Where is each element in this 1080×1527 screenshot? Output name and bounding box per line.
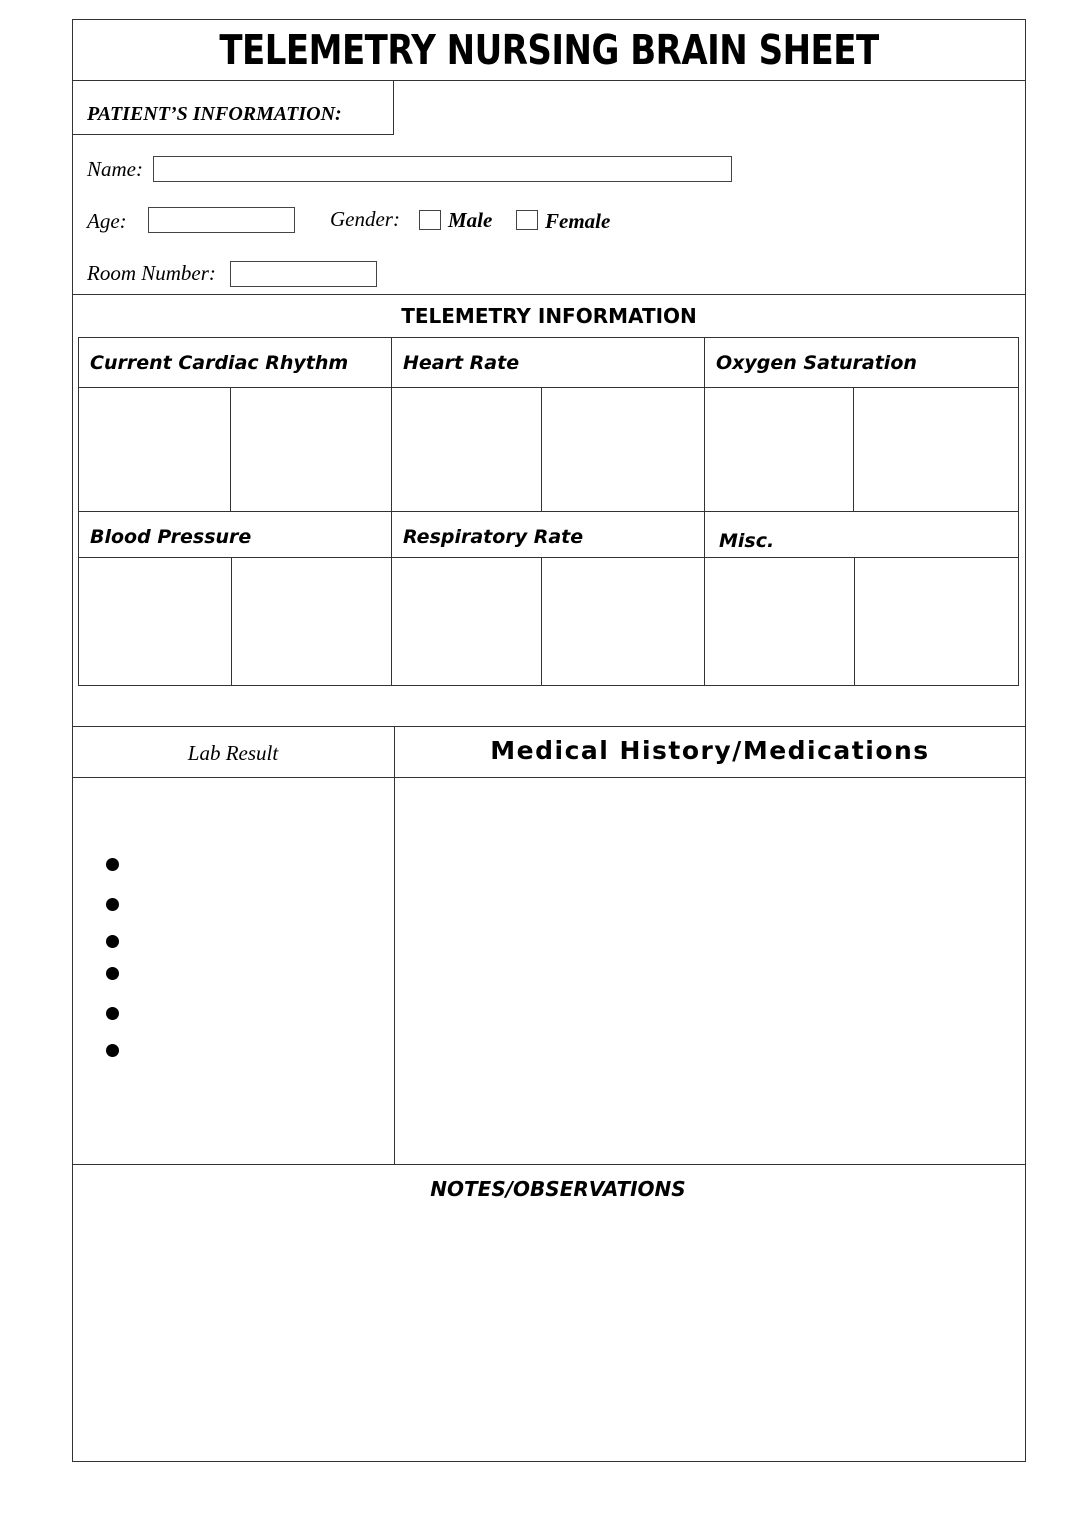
grid-subcol-line — [854, 557, 855, 686]
lab-bullet — [106, 898, 119, 911]
lab-bullet — [106, 1007, 119, 1020]
blood-pressure-label: Blood Pressure — [90, 526, 252, 548]
age-field[interactable] — [148, 207, 295, 233]
grid-row-line — [78, 387, 1019, 388]
current-cardiac-rhythm-label: Current Cardiac Rhythm — [90, 352, 349, 374]
medical-history-heading: Medical History/Medications — [490, 736, 930, 765]
grid-subcol-line — [231, 557, 232, 686]
patient-info-heading: PATIENT’S INFORMATION: — [87, 103, 342, 125]
sheet-title: TELEMETRY NURSING BRAIN SHEET — [219, 27, 879, 75]
female-checkbox[interactable] — [516, 210, 538, 230]
grid-subcol-line — [541, 557, 542, 686]
patient-section-divider — [72, 294, 1026, 295]
heart-rate-label: Heart Rate — [403, 352, 520, 374]
grid-row-line — [78, 511, 1019, 512]
lab-bullet — [106, 858, 119, 871]
oxygen-saturation-label: Oxygen Saturation — [716, 352, 917, 374]
female-label: Female — [545, 209, 611, 233]
grid-row-line — [78, 557, 1019, 558]
room-number-label: Room Number: — [87, 261, 216, 285]
notes-divider — [72, 1164, 1026, 1165]
lab-bullet — [106, 1044, 119, 1057]
name-label: Name: — [87, 157, 143, 181]
lab-section-top-divider — [72, 726, 1026, 727]
male-label: Male — [448, 208, 493, 232]
age-label: Age: — [87, 209, 127, 233]
telemetry-heading: TELEMETRY INFORMATION — [401, 304, 697, 328]
lab-bullet — [106, 967, 119, 980]
name-field[interactable] — [153, 156, 732, 182]
lab-history-split — [394, 726, 395, 1165]
grid-subcol-line — [853, 387, 854, 511]
notes-heading: NOTES/OBSERVATIONS — [430, 1177, 686, 1201]
lab-result-heading: Lab Result — [187, 741, 279, 765]
misc-label: Misc. — [719, 530, 775, 552]
respiratory-rate-label: Respiratory Rate — [403, 526, 584, 548]
grid-subcol-line — [541, 387, 542, 511]
room-number-field[interactable] — [230, 261, 377, 287]
gender-label: Gender: — [330, 207, 400, 231]
male-checkbox[interactable] — [419, 210, 441, 230]
grid-subcol-line — [230, 387, 231, 511]
lab-bullet — [106, 935, 119, 948]
lab-section-header-divider — [72, 777, 1026, 778]
